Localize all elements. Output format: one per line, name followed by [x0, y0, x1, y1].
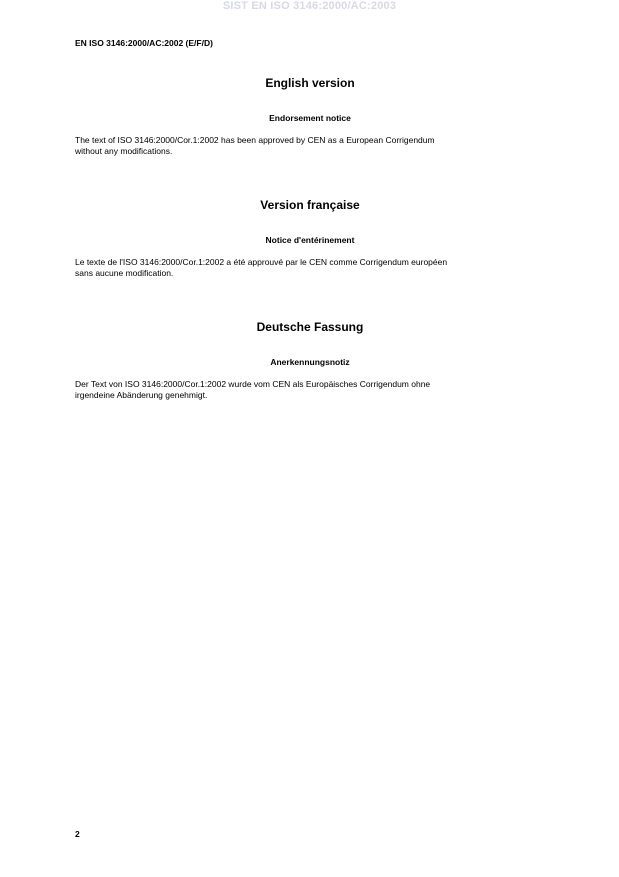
section-title: English version: [265, 76, 355, 90]
section-body: [75, 135, 545, 157]
section-title: Deutsche Fassung: [256, 320, 364, 334]
section-body: [75, 379, 545, 401]
section-french: [75, 198, 545, 278]
section-german: [75, 320, 545, 400]
body-line: Le texte de l'ISO 3146:2000/Cor.1:2002 a été approuvé par le CEN comme Corrigendum européen: [75, 257, 448, 267]
body-line: sans aucune modification.: [75, 268, 174, 278]
notice-title: Endorsement notice: [269, 113, 351, 123]
document-reference: EN ISO 3146:2000/AC:2002 (E/F/D): [75, 38, 213, 48]
body-line: Der Text von ISO 3146:2000/Cor.1:2002 wurde vom CEN als Europäisches Corrigendum ohne: [75, 379, 431, 389]
notice-title: Notice d'entérinement: [265, 235, 355, 245]
watermark-header: SIST EN ISO 3146:2000/AC:2003: [222, 0, 397, 12]
section-title: Version française: [260, 198, 360, 212]
section-english: [75, 76, 545, 156]
body-line: without any modifications.: [75, 146, 173, 156]
body-line: The text of ISO 3146:2000/Cor.1:2002 has been approved by CEN as a European Corrigendum: [75, 135, 435, 145]
section-body: [75, 257, 545, 279]
body-line: irgendeine Abänderung genehmigt.: [75, 390, 208, 400]
page-number: 2: [75, 829, 80, 839]
notice-title: Anerkennungsnotiz: [270, 357, 350, 367]
